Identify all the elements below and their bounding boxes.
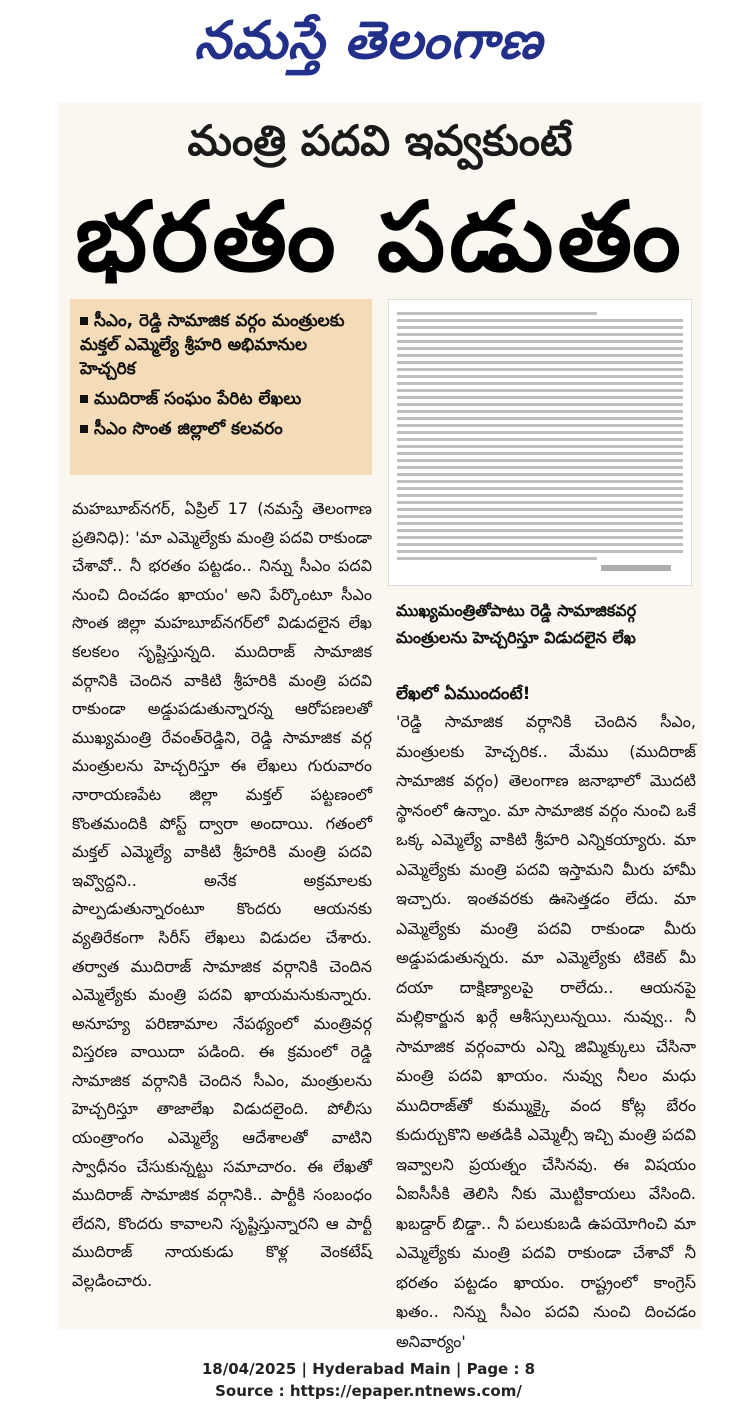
highlight-item xyxy=(80,387,362,411)
highlights-box xyxy=(70,299,372,475)
highlight-item xyxy=(80,309,362,381)
highlight-item xyxy=(80,417,362,441)
highlight-text: సీఎం సొంత జిల్లాలో కలవరం xyxy=(94,419,283,439)
news-clipping xyxy=(58,103,702,1351)
letter-image xyxy=(388,299,692,586)
masthead-logo: నమస్తే తెలంగాణ xyxy=(194,10,543,71)
bullet-icon xyxy=(80,317,88,325)
highlight-text: సీఎం, రెడ్డి సామాజిక వర్గం మంత్రులకు మక్తల్ ఎమ్మెల్యే శ్రీహరి అభిమానుల హెచ్చరిక xyxy=(80,311,345,379)
bullet-icon xyxy=(80,425,88,433)
article-body-right: 'రెడ్డి సామాజిక వర్గానికి చెందిన సీఎం, మంత్రులకు హెచ్చరిక.. మేము (ముదిరాజ్ సామాజిక వర్గం) తెలంగాణ జనాభాలో మొదటి స్థానంలో ఉన్నాం. మా సామాజిక వర్గం నుంచి ఒకే ఒక్క ఎమ్మెల్యే వాకిటి శ్రీహరి ఎన్నికయ్యారు. మా ఎమ్మెల్యేకు మంత్రి పదవి ఇస్తామని మీరు హామీ ఇచ్చారు. ఇంతవరకు ఊసెత్తడం లేదు. మా ఎమ్మెల్యేకు మంత్రి పదవి రాకుండా మీరు అడ్డుపడుతున్నరు. మా ఎమ్మెల్యేకు టికెట్ మీ దయా దాక్షిణ్యాలపై రాలేదు.. ఆయనపై మల్లికార్జున ఖర్గే ఆశీస్సులున్నయి. నువ్వు.. నీ సామాజిక వర్గంవారు ఎన్ని జిమ్మిక్కులు చేసినా మంత్రి పదవి ఖాయం. నువ్వు నీలం మధు ముదిరాజ్‌తో కుమ్ముక్కై వంద కోట్ల బేరం కుదుర్చుకొని అతడికి ఎమ్మెల్సీ ఇచ్చి మంత్రి పదవి ఇవ్వాలని ప్రయత్నం చేసినవు. ఈ విషయం ఏఐసీసీకి తెలిసి నీకు మొట్టికాయలు వేసింది. ఖబడ్దార్ బిడ్డా.. నీ పలుకుబడి ఉపయోగించి మా ఎమ్మెల్యేకు మంత్రి పదవి రాకుండా చేశావో నీ భరతం పట్టడం ఖాయం. రాష్ట్రంలో కాంగ్రెస్ ఖతం.. నిన్ను సీఎం పదవి నుంచి దించడం అనివార్యం' xyxy=(396,712,696,1351)
signature-mark xyxy=(601,565,671,571)
letter-subheading: లేఖలో ఏముందంటే! xyxy=(396,684,531,704)
page-footer xyxy=(0,1358,737,1402)
highlight-text: ముదిరాజ్ సంఘం పేరిట లేఖలు xyxy=(94,389,302,409)
edition-info: 18/04/2025 | Hyderabad Main | Page : 8 xyxy=(201,1360,536,1378)
headline-kicker: మంత్రి పదవి ఇవ్వకుంటే xyxy=(187,116,573,165)
bullet-icon xyxy=(80,395,88,403)
article-body-left: మహబూబ్‌నగర్, ఏప్రిల్ 17 (నమస్తే తెలంగాణ ప్రతినిధి): 'మా ఎమ్మెల్యేకు మంత్రి పదవి రాకుండా చేశావో.. నీ భరతం పట్టడం.. నిన్ను సీఎం పదవి నుంచి దించడం ఖాయం' అని పేర్కొంటూ సీఎం సొంత జిల్లా మహబూబ్‌నగర్‌లో విడుదలైన లేఖ కలకలం సృష్టిస్తున్నది. ముదిరాజ్ సామాజిక వర్గానికి చెందిన వాకిటి శ్రీహరికి మంత్రి పదవి రాకుండా అడ్డుపడుతున్నారన్న ఆరోపణలతో ముఖ్యమంత్రి రేవంత్‌రెడ్డిని, రెడ్డి సామాజిక వర్గ మంత్రులను హెచ్చరిస్తూ ఈ లేఖలు గురువారం నారాయణపేట జిల్లా మక్తల్ పట్టణంలో కొంతమందికి పోస్ట్ ద్వారా అందాయి. గతంలో మక్తల్ ఎమ్మెల్యే వాకిటి శ్రీహరికి మంత్రి పదవి ఇవ్వొద్దని.. అనేక అక్రమాలకు పాల్పడుతున్నారంటూ కొందరు ఆయనకు వ్యతిరేకంగా సిరీస్ లేఖలు విడుదల చేశారు. తర్వాత ముదిరాజ్ సామాజిక వర్గానికి చెందిన ఎమ్మెల్యేకు మంత్రి పదవి ఖాయమనుకున్నారు. అనూహ్య పరిణామాల నేపథ్యంలో మంత్రివర్గ విస్తరణ వాయిదా పడింది. ఈ క్రమంలో రెడ్డి సామాజిక వర్గానికి చెందిన సీఎం, మంత్రులను హెచ్చరిస్తూ తాజాలేఖ విడుదలైంది. పోలీసు యంత్రాంగం ఎమ్మెల్యే ఆదేశాలతో వాటిని స్వాధీనం చేసుకున్నట్టు సమాచారం. ఈ లేఖతో ముదిరాజ్ సామాజిక వర్గానికి.. పార్టీకి సంబంధం లేదని, కొందరు కావాలని సృష్టిస్తున్నారని ఆ పార్టీ ముదిరాజ్ నాయకుడు కొళ్ల వెంకటేష్ వెల్లడించారు. xyxy=(72,499,372,1291)
source-link[interactable]: Source : https://epaper.ntnews.com/ xyxy=(215,1382,522,1400)
image-caption: ముఖ్యమంత్రితోపాటు రెడ్డి సామాజికవర్గ మంత్రులను హెచ్చరిస్తూ విడుదలైన లేఖ xyxy=(396,601,637,647)
masthead xyxy=(0,0,737,84)
main-headline: భరతం పడుతం xyxy=(75,181,685,293)
